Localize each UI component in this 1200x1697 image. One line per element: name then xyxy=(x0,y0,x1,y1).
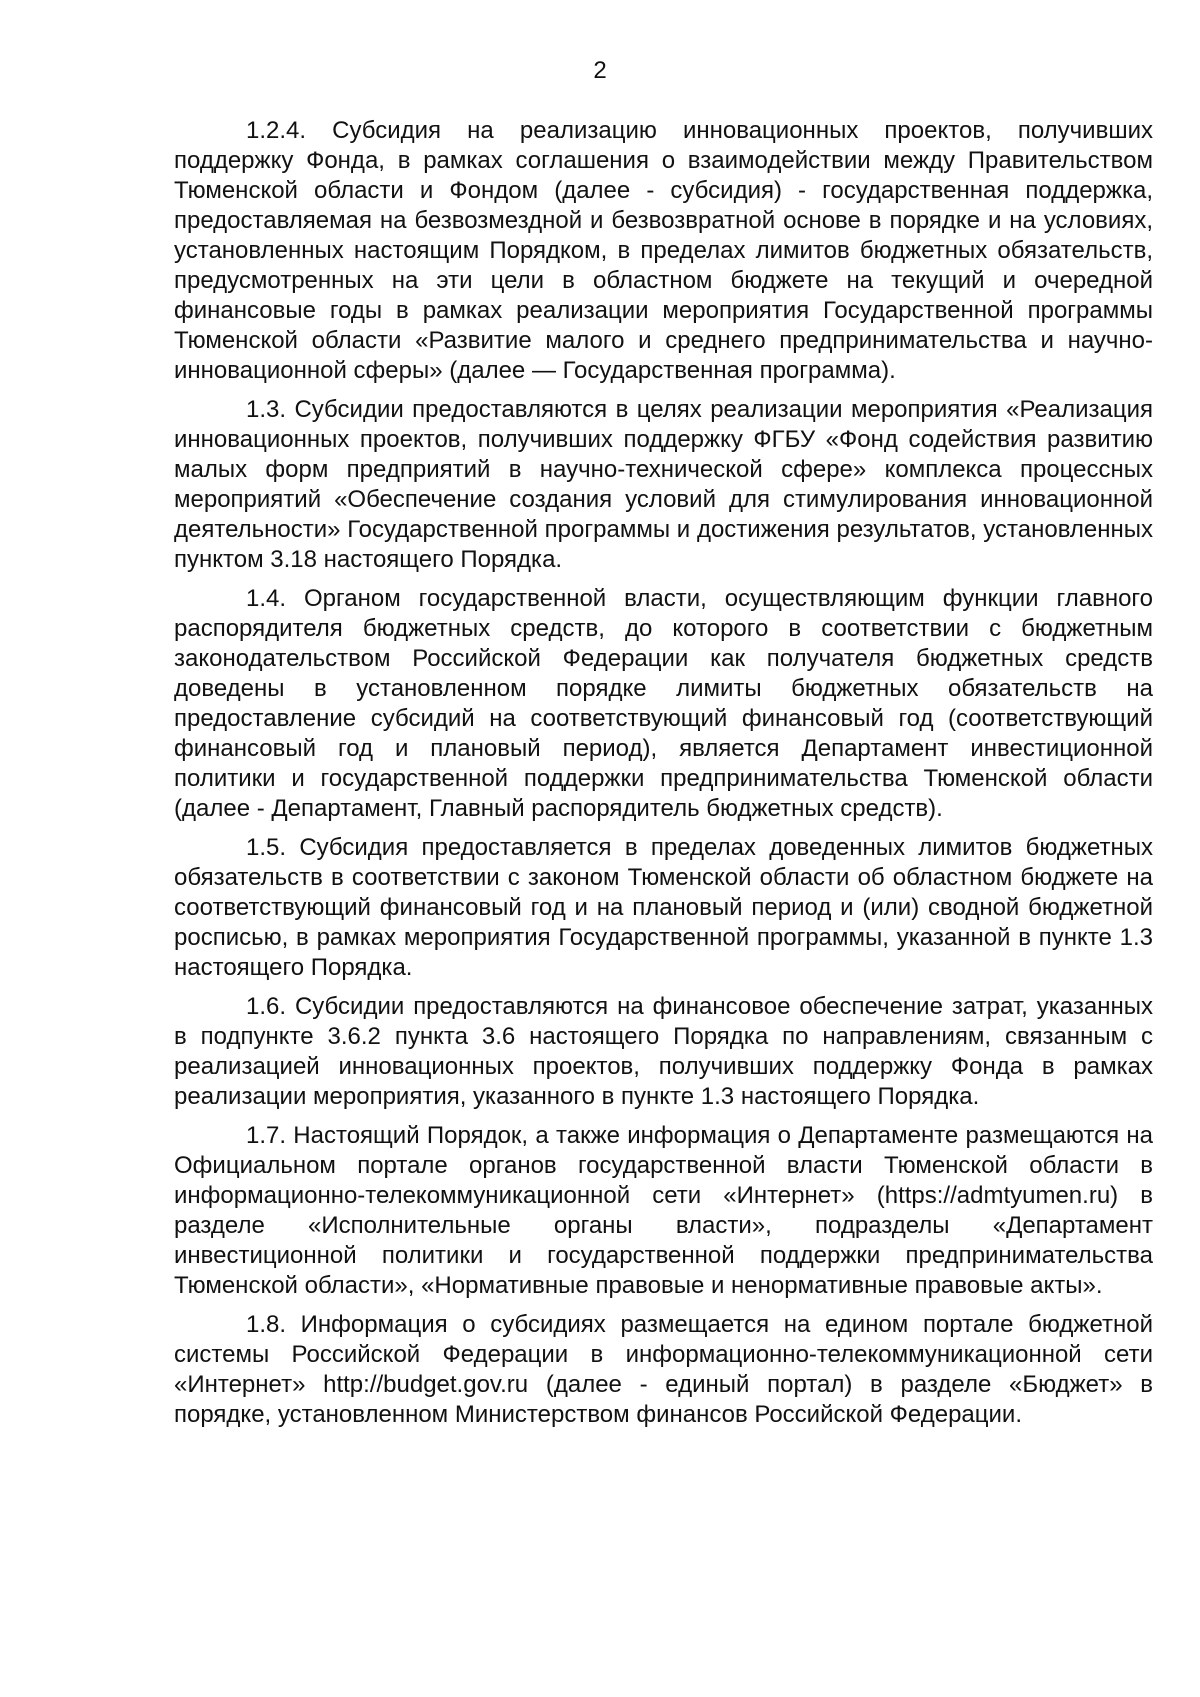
paragraph-1-7: 1.7. Настоящий Порядок, а также информация о Департаменте размещаются на Официальном портале органов государственной власти Тюменской области в информационно-телекоммуникационной сети «Интернет» (https://admtyumen.ru) в разделе «Исполнительные органы власти», подразделы «Департамент инвестиционной политики и государственной поддержки предпринимательства Тюменской области», «Нормативные правовые и ненормативные правовые акты». xyxy=(174,1122,1153,1299)
paragraph-1-6: 1.6. Субсидии предоставляются на финансовое обеспечение затрат, указанных в подпункте 3.6.2 пункта 3.6 настоящего Порядка по направлениям, связанным с реализацией инновационных проектов, получивших поддержку Фонда в рамках реализации мероприятия, указанного в пункте 1.3 настоящего Порядка. xyxy=(174,993,1153,1110)
page-number: 2 xyxy=(593,57,607,84)
paragraph-1-3: 1.3. Субсидии предоставляются в целях реализации мероприятия «Реализация инновационных проектов, получивших поддержку ФГБУ «Фонд содействия развитию малых форм предприятий в научно-технической сфере» комплекса процессных мероприятий «Обеспечение создания условий для стимулирования инновационной деятельности» Государственной программы и достижения результатов, установленных пунктом 3.18 настоящего Порядка. xyxy=(174,396,1153,573)
document-body xyxy=(174,116,1153,1439)
paragraph-1-4: 1.4. Органом государственной власти, осуществляющим функции главного распорядителя бюджетных средств, до которого в соответствии с бюджетным законодательством Российской Федерации как получателя бюджетных средств доведены в установленном порядке лимиты бюджетных обязательств на предоставление субсидий на соответствующий финансовый год (соответствующий финансовый год и плановый период), является Департамент инвестиционной политики и государственной поддержки предпринимательства Тюменской области (далее - Департамент, Главный распорядитель бюджетных средств). xyxy=(174,585,1153,822)
paragraph-1-5: 1.5. Субсидия предоставляется в пределах доведенных лимитов бюджетных обязательств в соответствии с законом Тюменской области об областном бюджете на соответствующий финансовый год и на плановый период и (или) сводной бюджетной росписью, в рамках мероприятия Государственной программы, указанной в пункте 1.3 настоящего Порядка. xyxy=(174,834,1153,981)
paragraph-1-8: 1.8. Информация о субсидиях размещается на едином портале бюджетной системы Российской Федерации в информационно-телекоммуникационной сети «Интернет» http://budget.gov.ru (далее - единый портал) в разделе «Бюджет» в порядке, установленном Министерством финансов Российской Федерации. xyxy=(174,1311,1153,1428)
paragraph-1-2-4: 1.2.4. Субсидия на реализацию инновационных проектов, получивших поддержку Фонда, в рамках соглашения о взаимодействии между Правительством Тюменской области и Фондом (далее - субсидия) - государственная поддержка, предоставляемая на безвозмездной и безвозвратной основе в порядке и на условиях, установленных настоящим Порядком, в пределах лимитов бюджетных обязательств, предусмотренных на эти цели в областном бюджете на текущий и очередной финансовые годы в рамках реализации мероприятия Государственной программы Тюменской области «Развитие малого и среднего предпринимательства и научно-инновационной сферы» (далее — Государственная программа). xyxy=(174,117,1153,384)
